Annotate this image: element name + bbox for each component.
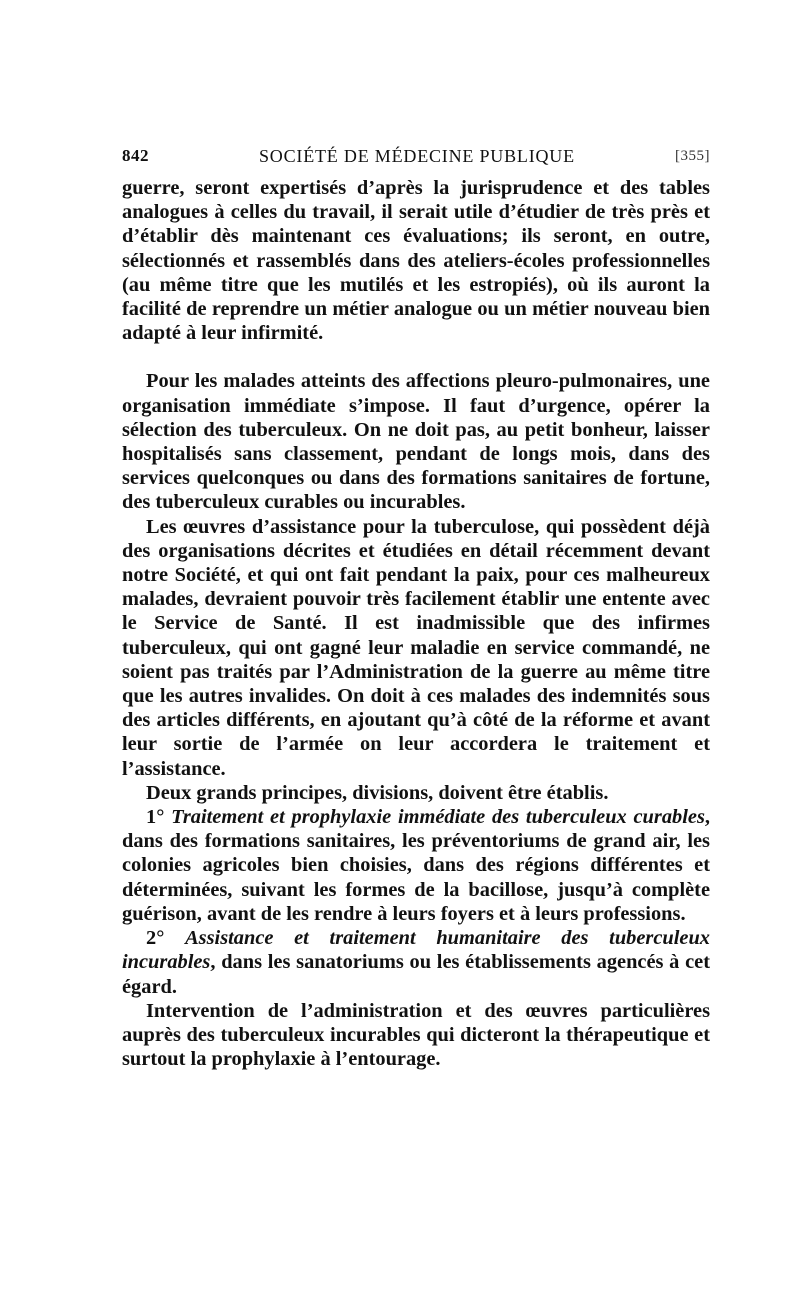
paragraph-two-principles: Deux grands principes, divisions, doivent être établis. bbox=[146, 781, 609, 804]
principle-2-text: , dans les sanatoriums ou les établissements agencés à cet égard. bbox=[122, 951, 710, 998]
principle-2-number: 2° bbox=[146, 927, 186, 950]
principle-1-text: , dans des formations sanitaires, les préventoriums de grand air, les colonies agricoles bien choisies, dans des régions différentes et déterminées, suivant les formes de la bacillose, jusqu’à complète guérison, avant de les rendre à leurs foyers et à leurs professions. bbox=[122, 806, 710, 925]
paragraph-assistance-works: Les œuvres d’assistance pour la tuberculose, qui possèdent déjà des organisations décrites et étudiées en détail récemment devant notre Société, et qui ont fait pendant la paix, pour ces malheureux malades, devraient pouvoir très facilement établir une entente avec le Service de Santé. Il est inadmissible que des infirmes tuberculeux, qui ont gagné leur maladie en service commandé, ne soient pas traités par l’Administration de la guerre au même titre que les autres invalides. On doit à ces malades des indemnités sous des articles différents, en ajoutant qu’à côté de la réforme et avant leur sortie de l’armée on leur accordera le traitement et l’assistance. bbox=[122, 515, 710, 780]
page-number: 842 bbox=[122, 146, 149, 165]
book-page bbox=[122, 140, 710, 1071]
principle-2 bbox=[122, 926, 710, 999]
principle-1-title: Traitement et prophylaxie immédiate des tuberculeux curables bbox=[171, 806, 705, 829]
body-text bbox=[122, 176, 710, 1071]
paragraph-pleuro-pulmonary: Pour les malades atteints des affections pleuro-pulmonaires, une organisation immédiate s’impose. Il faut d’urgence, opérer la sélection des tuberculeux. On ne doit pas, au petit bonheur, laisser hospitalisés sans classement, pendant de longs mois, dans des services quelconques ou dans des formations sanitaires de fortune, des tuberculeux curables ou incurables. bbox=[122, 370, 710, 514]
running-title: SOCIÉTÉ DE MÉDECINE PUBLIQUE bbox=[259, 146, 575, 166]
paragraph-continuation: guerre, seront expertisés d’après la jurisprudence et des tables analogues à celles du travail, il serait utile d’étudier de très près et d’établir dès maintenant ces évaluations; ils seront, en outre, sélectionnés et rassemblés dans des ateliers-écoles professionnelles (au même titre que les mutilés et les estropiés), où ils auront la facilité de reprendre un métier analogue ou un métier nouveau bien adapté à leur infirmité. bbox=[122, 177, 710, 345]
principle-2-title: Assistance et traitement humanitaire des tuberculeux incurables bbox=[122, 927, 711, 974]
principle-1 bbox=[122, 805, 710, 926]
principle-1-number: 1° bbox=[146, 806, 172, 829]
running-head bbox=[122, 140, 710, 176]
original-page-ref: [355] bbox=[675, 148, 710, 164]
paragraph-intervention: Intervention de l’administration et des œuvres particulières auprès des tuberculeux incurables qui dicteront la thérapeutique et surtout la prophylaxie à l’entourage. bbox=[122, 999, 710, 1071]
